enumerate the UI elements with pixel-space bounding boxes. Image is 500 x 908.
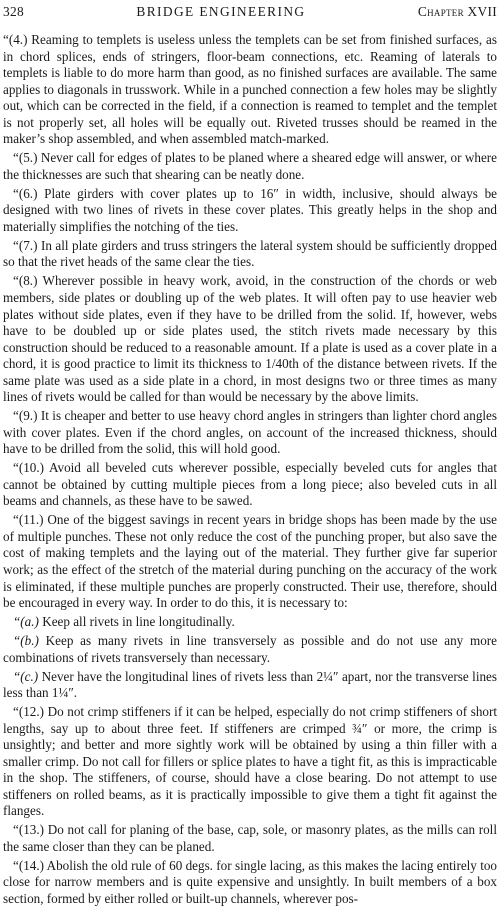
paragraph-text: In all plate girders and truss stringers the lateral system should be sufficiently dropped so that the rivet heads of the same clear the ties. — [3, 237, 497, 270]
paragraph-9 — [3, 408, 497, 458]
paragraph-14 — [3, 858, 497, 908]
page-body — [3, 32, 497, 908]
paragraph-text: Keep as many rivets in line transversely as possible and do not use any more combinations of rivets transversely than necessary. — [3, 633, 497, 665]
paragraph-number: “(5.) — [13, 150, 38, 166]
page-number: 328 — [3, 4, 24, 19]
paragraph-12 — [3, 704, 497, 820]
paragraph-text: Keep all rivets in line longitudinally. — [42, 614, 235, 630]
paragraph-text: Never call for edges of plates to be planed where a sheared edge will answer, or where the thicknesses are such that shearing can be neatly done. — [3, 150, 497, 182]
paragraph-a — [3, 614, 497, 631]
paragraph-text: Do not crimp stiffeners if it can be helped, especially do not crimp stiffeners of short lengths, say up to about three feet. If stiffeners are crimped ¾″ or more, the crimp is unsightly; and better and more sightly work will be obtained by using a thin filler with a smaller crimp. Do not call for fillers or splice plates to have a tight fit, as this is impracticable in the shop. The stiffeners, of course, should have a close bearing. Do not attempt to use stiffeners on rolled beams, as it is practically impossible to give them a tight fit against the flanges. — [3, 704, 497, 819]
paragraph-11 — [3, 512, 497, 611]
paragraph-c — [3, 669, 497, 702]
paragraph-number: “(4.) — [3, 32, 28, 47]
paragraph-text: Do not call for planing of the base, cap, sole, or masonry plates, as the mills can roll the same closer than they can be planed. — [3, 822, 497, 854]
running-header — [3, 4, 497, 26]
paragraph-text: Abolish the old rule of 60 degs. for single lacing, as this makes the lacing entirely too close for narrow members and is quite expensive and unsightly. In built members of a box section, formed by either rolled or built-up channels, wherever pos- — [3, 857, 497, 907]
paragraph-number: “(11.) — [13, 512, 44, 528]
paragraph-13 — [3, 822, 497, 855]
running-title: BRIDGE ENGINEERING — [136, 4, 306, 19]
paragraph-number: “(10.) — [13, 460, 45, 476]
paragraph-text: Reaming to templets is useless unless the templets can be set from finished surfaces, as in chord splices, ends of stringers, floor-beam connections, etc. Reaming of laterals to templets is liable to do more harm than good, as no finished surfaces are available. The same applies to diagonals in trusswork. While in a punched connection a few holes may be slightly out, which can be corrected in the field, if a connection is reamed to templet and the templet is not properly set, all holes will be equally out. Riveted trusses should be reamed in the maker’s shop assembled, and when assembled match-marked. — [3, 32, 497, 147]
paragraph-number: “(6.) — [13, 185, 38, 201]
paragraph-number: “(7.) — [13, 237, 38, 253]
paragraph-8 — [3, 273, 497, 405]
paragraph-number: “(14.) — [13, 857, 45, 873]
paragraph-7 — [3, 238, 497, 271]
paragraph-text: Never have the longitudinal lines of rivets less than 2¼″ apart, nor the transverse lines less than 1¼″. — [3, 668, 497, 701]
paragraph-text: It is cheaper and better to use heavy chord angles in stringers than lighter chord angles with cover plates. Even if the chord angles, on account of the increased thickness, should have to be drilled from the solid, this will hold good. — [3, 408, 498, 457]
paragraph-number: “(9.) — [13, 408, 38, 424]
paragraph-number: “(8.) — [13, 273, 38, 289]
paragraph-10 — [3, 460, 497, 510]
paragraph-number: “(c.) — [13, 668, 39, 684]
paragraph-text: Plate girders with cover plates up to 16″ in width, inclusive, should always be designed with two lines of rivets in these cover plates. This greatly helps in the shop and materially simplifies the notching of the ties. — [3, 185, 497, 234]
paragraph-text: One of the biggest savings in recent years in bridge shops has been made by the use of multiple punches. These not only reduce the cost of the punching proper, but also save the cost of making templets and the laying out of the material. They further give far superior work; as the effect of the stretch of the material during punching on the accuracy of the work is eliminated, if these multiple punches are properly constructed. Their use, therefore, should be encouraged in every way. In order to do this, it is necessary to: — [3, 512, 497, 611]
paragraph-5 — [3, 150, 497, 183]
paragraph-number: “(a.) — [13, 614, 39, 630]
paragraph-b — [3, 633, 497, 666]
paragraph-6 — [3, 186, 497, 236]
paragraph-4 — [3, 32, 497, 148]
paragraph-number: “(13.) — [13, 822, 45, 838]
paragraph-text: Avoid all beveled cuts wherever possible, especially beveled cuts for angles that cannot be obtained by cutting multiple pieces from a long piece; also beveled cuts in all beams and channels, as these have to be sawed. — [3, 460, 497, 509]
chapter-label: Chapter XVII — [417, 4, 497, 19]
paragraph-number: “(12.) — [13, 704, 45, 720]
paragraph-text: Wherever possible in heavy work, avoid, in the construction of the chords or web members, side plates or doubling up of the web plates. It will often pay to use heavier web plates without side plates, even if they have to be drilled from the solid. If, however, webs have to be doubled up or side plates used, the stitch rivets made necessary by this construction should be reduced to a reasonable amount. If a plate is used as a cover plate in a chord, it is good practice to limit its thickness to 1/40th of the distance between rivets. If the same plate was used as a side plate in a chord, in most designs two or three times as many lines of rivets would be called for than would be necessary by the above limits. — [3, 273, 497, 405]
paragraph-number: “(b.) — [13, 633, 39, 649]
